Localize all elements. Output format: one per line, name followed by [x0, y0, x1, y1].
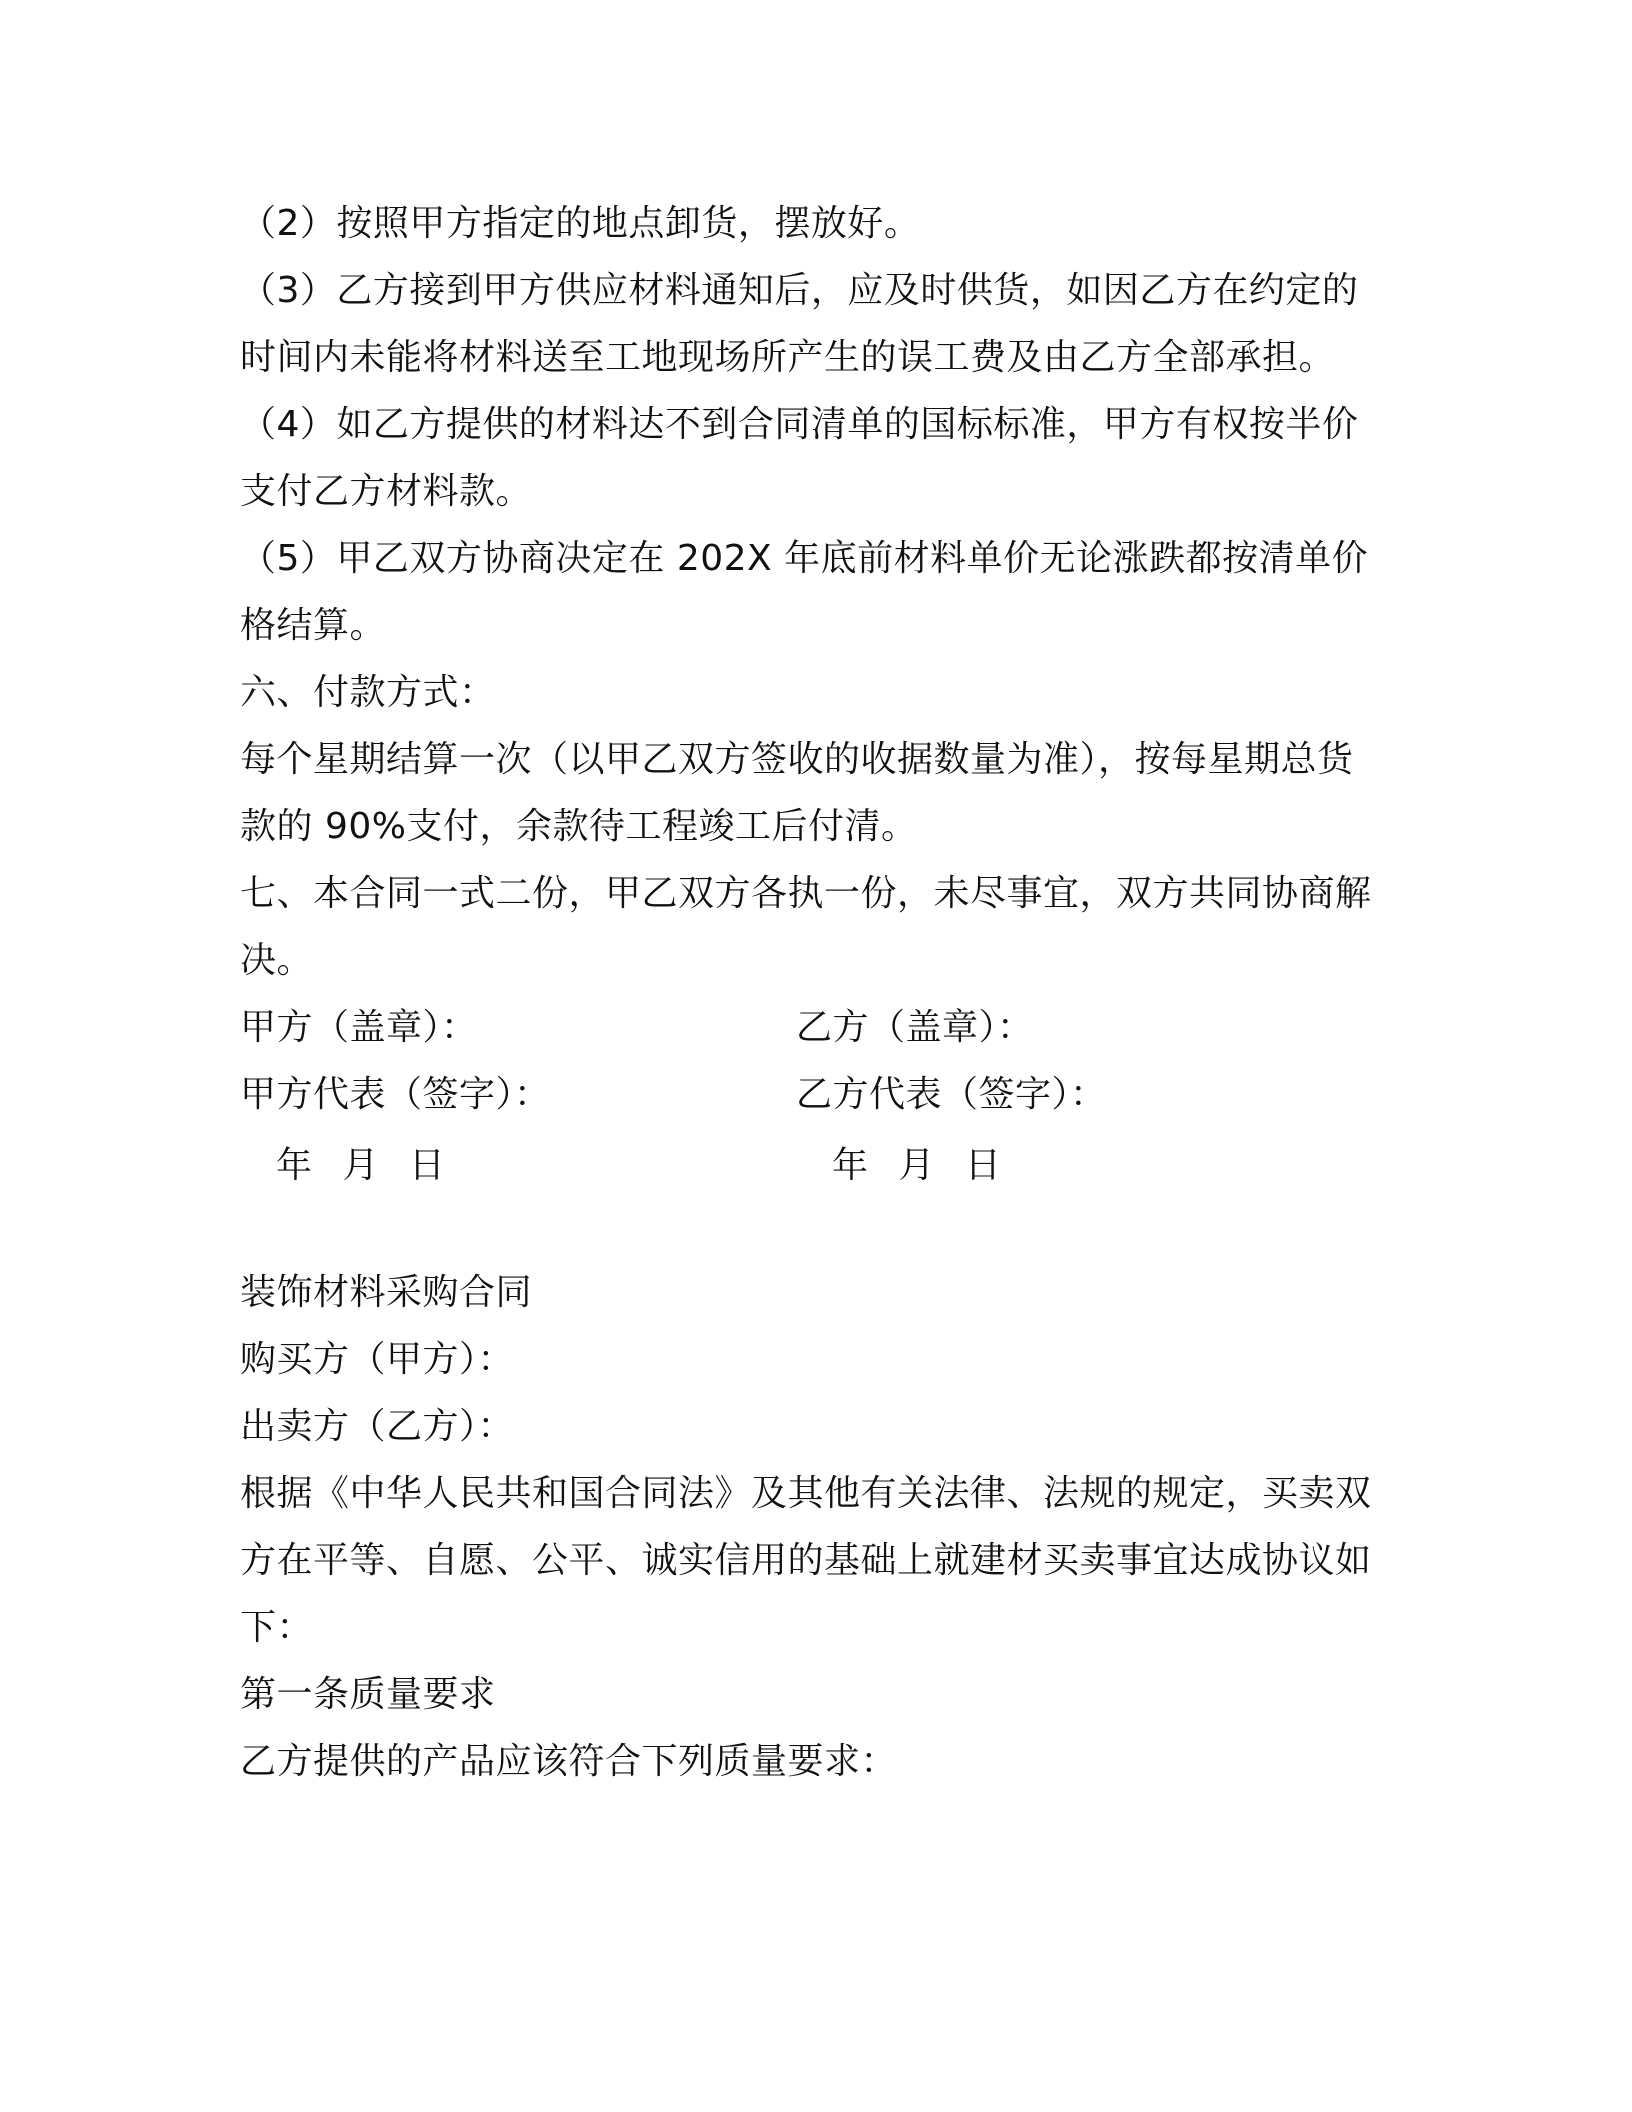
party-b-date: 年 月 日: [832, 1145, 1002, 1186]
seal-row: [240, 994, 1380, 1061]
seller-label: 出卖方（乙方）：: [240, 1406, 515, 1447]
party-b-seal-label: 乙方（盖章）：: [796, 1007, 1034, 1048]
section-gap: [240, 1199, 1380, 1259]
copies-clause: 七、本合同一式二份，甲乙双方各执一份，未尽事宜，双方共同协商解决。: [240, 873, 1372, 981]
buyer-label: 购买方（甲方）：: [240, 1339, 515, 1380]
date-row: [240, 1132, 1380, 1199]
article-1-heading: 第一条质量要求: [240, 1674, 496, 1715]
party-a-date: 年 月 日: [276, 1145, 446, 1186]
document-body: [240, 190, 1380, 1795]
article-1-text: 乙方提供的产品应该符合下列质量要求：: [240, 1741, 898, 1782]
contract-title: 装饰材料采购合同: [240, 1272, 533, 1313]
party-a-seal-label: 甲方（盖章）：: [240, 1007, 478, 1048]
clause-item-5: （5）甲乙双方协商决定在 202X 年底前材料单价无论涨跌都按清单价格结算。: [240, 538, 1369, 646]
clause-item-4: （4）如乙方提供的材料达不到合同清单的国标标准，甲方有权按半价支付乙方材料款。: [240, 404, 1359, 512]
payment-heading: 六、付款方式：: [240, 672, 496, 713]
payment-text: 每个星期结算一次（以甲乙双方签收的收据数量为准），按每星期总货款的 90%支付，余款待工程竣工后付清。: [240, 739, 1354, 847]
clause-item-2: （2）按照甲方指定的地点卸货，摆放好。: [240, 203, 921, 244]
clause-item-3: （3）乙方接到甲方供应材料通知后，应及时供货，如因乙方在约定的时间内未能将材料送至工地现场所产生的误工费及由乙方全部承担。: [240, 270, 1359, 378]
contract-intro: 根据《中华人民共和国合同法》及其他有关法律、法规的规定，买卖双方在平等、自愿、公平、诚实信用的基础上就建材买卖事宜达成协议如下：: [240, 1473, 1372, 1648]
representative-row: [240, 1061, 1380, 1128]
party-b-rep-label: 乙方代表（签字）：: [796, 1074, 1107, 1115]
party-a-rep-label: 甲方代表（签字）：: [240, 1074, 551, 1115]
